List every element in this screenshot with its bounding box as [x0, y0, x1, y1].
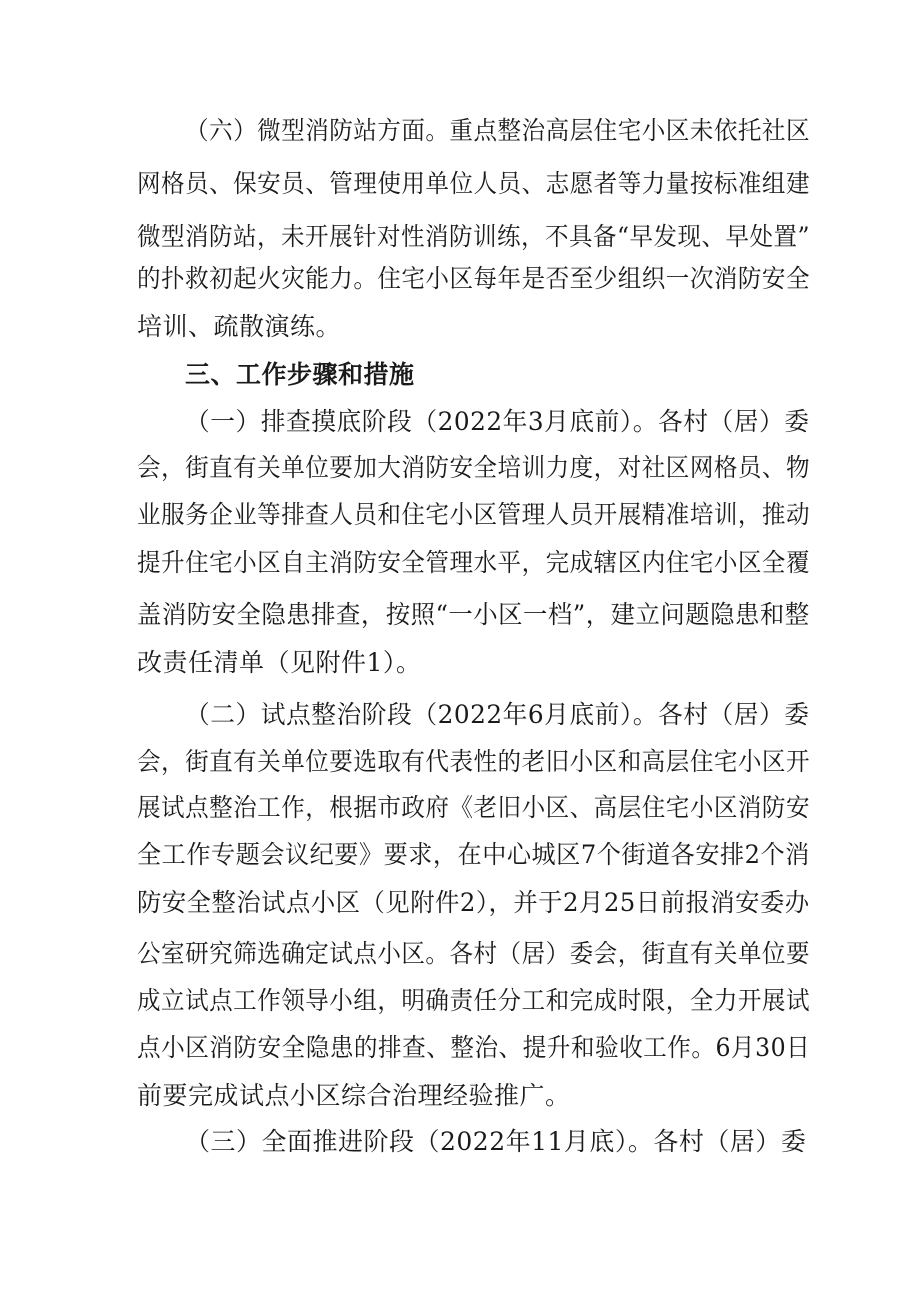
step-line: 业服务企业等排查人员和住宅小区管理人员开展精准培训，推动: [137, 500, 811, 529]
step-line: 成立试点工作领导小组，明确责任分工和完成时限，全力开展试: [137, 986, 811, 1015]
section-heading: 三、工作步骤和措施: [185, 360, 415, 389]
paragraph-line: （六）微型消防站方面。重点整治高层住宅小区未依托社区: [185, 116, 811, 145]
step-line: （二）试点整治阶段（2022年6月底前）。各村（居）委: [185, 700, 810, 729]
step-line: （三）全面推进阶段（2022年11月底）。各村（居）委: [185, 1127, 807, 1156]
step-line: 公室研究筛选确定试点小区。各村（居）委会，街直有关单位要: [137, 939, 811, 968]
step-line: 展试点整治工作，根据市政府《老旧小区、高层住宅小区消防安: [137, 793, 811, 822]
step-line: 全工作专题会议纪要》要求，在中心城区7个街道各安排2个消: [137, 840, 810, 869]
step-line: 会，街直有关单位要加大消防安全培训力度，对社区网格员、物: [137, 453, 811, 482]
paragraph-line: 网格员、保安员、管理使用单位人员、志愿者等力量按标准组建: [137, 169, 811, 198]
step-line: 防安全整治试点小区（见附件2），并于2月25日前报消安委办: [137, 888, 810, 917]
step-line: 改责任清单（见附件1）。: [137, 648, 422, 677]
step-line: 会，街直有关单位要选取有代表性的老旧小区和高层住宅小区开: [137, 747, 811, 776]
step-line: 前要完成试点小区综合治理经验推广。: [137, 1081, 571, 1110]
step-line: （一）排查摸底阶段（2022年3月底前）。各村（居）委: [185, 407, 810, 436]
step-line: 盖消防安全隐患排查，按照“一小区一档”，建立问题隐患和整: [137, 600, 810, 629]
paragraph-line: 微型消防站，未开展针对性消防训练，不具备“早发现、早处置”: [137, 222, 811, 251]
paragraph-line: 培训、疏散演练。: [137, 312, 342, 341]
paragraph-line: 的扑救初起火灾能力。住宅小区每年是否至少组织一次消防安全: [137, 264, 811, 293]
step-line: 提升住宅小区自主消防安全管理水平，完成辖区内住宅小区全覆: [137, 548, 811, 577]
step-line: 点小区消防安全隐患的排查、整治、提升和验收工作。6月30日: [137, 1033, 811, 1062]
